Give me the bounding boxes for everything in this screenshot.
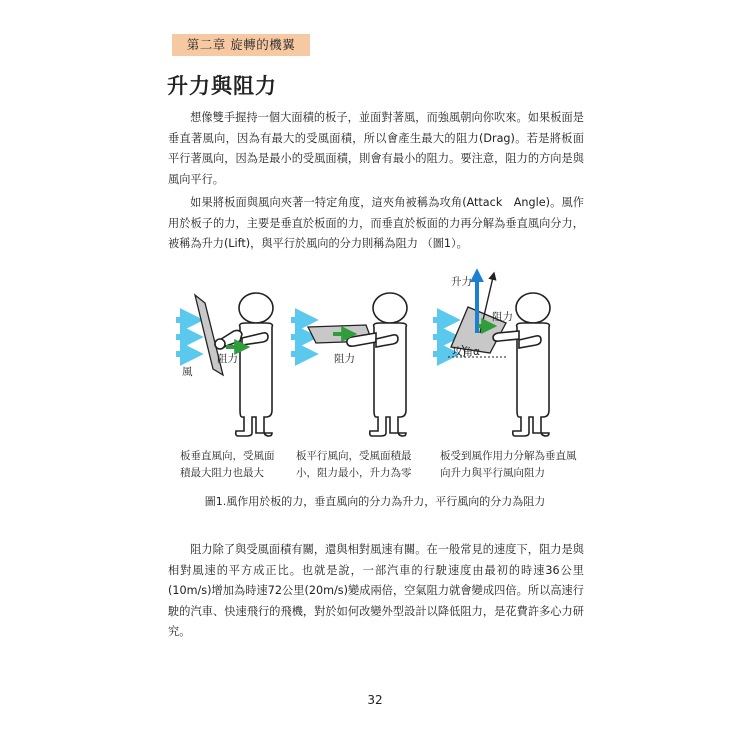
wind-label: 風: [182, 366, 193, 378]
panel-2: [291, 293, 407, 436]
paragraph-3: [168, 540, 584, 643]
figure-caption: 圖1.風作用於板的力，垂直風向的分力為升力，平行風向的分力為阻力: [204, 495, 546, 508]
wind-arrows-2: [291, 320, 308, 354]
figure-lift-drag: [168, 265, 588, 447]
panel-caption-1: 板垂直風向，受風面積最大阻力也最大: [180, 450, 275, 479]
panel-1: [176, 293, 273, 436]
paragraph-1: [168, 108, 584, 190]
drag-label-2: 阻力: [334, 353, 355, 365]
section-title: 升力與阻力: [167, 74, 277, 98]
panel-3: [433, 273, 550, 436]
paragraph-1-text: 想像雙手握持一個大面積的板子，並面對著風，而強風朝向你吹來。如果板面是垂直著風向，因為有最大的受風面積，所以會產生最大的阻力(Drag)。若是將板面平行著風向，因為是最小的受風面積，則會有最小的阻力。要注意，阻力的方向是與風向平行。: [168, 111, 584, 186]
stick-figure-2: [347, 293, 407, 436]
panel-caption-3: 板受到風作用力分解為垂直風向升力與平行風向阻力: [440, 450, 577, 479]
paragraph-2: [168, 193, 584, 255]
drag-label-3: 阻力: [492, 311, 513, 323]
chapter-tag: 第二章 旋轉的機翼: [172, 34, 310, 56]
wind-arrows-1: [176, 320, 193, 354]
panel-caption-2: 板平行風向，受風面積最小，阻力最小，升力為零: [296, 450, 412, 479]
paragraph-2-text: 如果將板面與風向夾著一特定角度，這夾角被稱為攻角(Attack Angle)。風作用於板子的力，主要是垂直於板面的力，而垂直於板面的力再分解為垂直風向分力，被稱為升力(Lift)，與平行於風向的分力則稱為阻力 （圖1）。: [168, 196, 584, 250]
attack-angle-label: 攻角α: [452, 346, 480, 358]
drag-label-1: 阻力: [217, 353, 238, 365]
paragraph-3-text: 阻力除了與受風面積有關，還與相對風速有關。在一般常見的速度下，阻力是與相對風速的平方成正比。也就是說，一部汽車的行駛速度由最初的時速36公里(10m/s)增加為時速72公里(20m/s)變成兩倍，空氣阻力就會變成四倍。所以高速行駛的汽車、快速飛行的飛機，對於如何改變外型設計以降低阻力，是花費許多心力研究。: [168, 543, 584, 638]
wind-arrows-3: [433, 320, 450, 354]
page-number: 32: [367, 693, 383, 707]
lift-label: 升力: [451, 276, 472, 288]
